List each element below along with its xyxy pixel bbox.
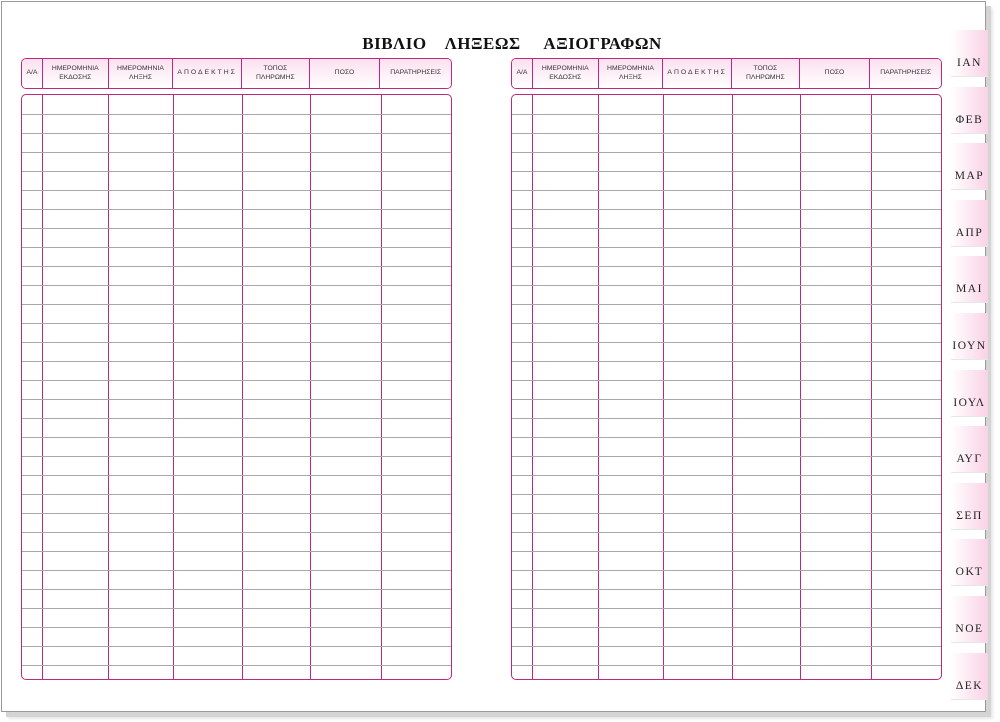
month-tab[interactable]: ΙΟΥΝ <box>951 313 988 360</box>
column-header-due-date: ΗΜΕΡΟΜΗΝΙΑ ΛΗΞΗΣ <box>109 59 174 88</box>
row-rule <box>512 380 941 381</box>
row-rule <box>22 437 451 438</box>
month-tab[interactable]: ΝΟΕ <box>951 596 988 643</box>
row-rule <box>512 247 941 248</box>
column-divider <box>663 95 664 679</box>
row-rule <box>512 323 941 324</box>
row-rule <box>512 190 941 191</box>
row-rule <box>512 285 941 286</box>
row-rule <box>512 228 941 229</box>
row-rule <box>22 418 451 419</box>
row-rule <box>512 266 941 267</box>
row-rule <box>512 475 941 476</box>
month-tab[interactable]: ΑΥΓ <box>951 426 988 473</box>
month-tab[interactable]: ΦΕΒ <box>951 87 988 134</box>
row-rule <box>22 380 451 381</box>
row-rule <box>512 304 941 305</box>
row-rule <box>22 456 451 457</box>
row-rule <box>512 342 941 343</box>
column-header-due-date: ΗΜΕΡΟΜΗΝΙΑ ΛΗΞΗΣ <box>599 59 664 88</box>
row-rule <box>512 551 941 552</box>
column-header-serial: Α/Α <box>512 59 533 88</box>
row-rule <box>22 627 451 628</box>
row-rule <box>512 456 941 457</box>
row-rule <box>22 475 451 476</box>
month-tab[interactable]: ΔΕΚ <box>951 653 988 700</box>
row-rule <box>22 589 451 590</box>
month-tab[interactable]: ΑΠΡ <box>951 200 988 247</box>
row-rule <box>22 399 451 400</box>
table-body-right <box>511 94 942 680</box>
column-header-remarks: ΠΑΡΑΤΗΡΗΣΕΙΣ <box>870 59 941 88</box>
month-tab[interactable]: ΜΑΡ <box>951 143 988 190</box>
row-rule <box>512 152 941 153</box>
row-rule <box>512 114 941 115</box>
row-rule <box>512 589 941 590</box>
month-tab[interactable]: ΜΑΙ <box>951 256 988 303</box>
table-header-right <box>511 58 942 89</box>
row-rule <box>22 323 451 324</box>
month-tab[interactable]: ΙΑΝ <box>951 30 988 77</box>
row-rule <box>512 209 941 210</box>
row-rule <box>512 361 941 362</box>
row-rule <box>22 608 451 609</box>
column-divider <box>598 95 599 679</box>
column-divider <box>871 95 872 679</box>
row-rule <box>512 532 941 533</box>
column-header-issue-date: ΗΜΕΡΟΜΗΝΙΑ ΕΚΔΟΣΗΣ <box>43 59 109 88</box>
column-divider <box>173 95 174 679</box>
row-rule <box>22 551 451 552</box>
column-divider <box>42 95 43 679</box>
row-rule <box>22 152 451 153</box>
month-tab[interactable]: ΟΚΤ <box>951 539 988 586</box>
row-rule <box>22 133 451 134</box>
row-rule <box>512 608 941 609</box>
row-rule <box>512 646 941 647</box>
column-divider <box>310 95 311 679</box>
column-divider <box>800 95 801 679</box>
row-rule <box>512 418 941 419</box>
row-rule <box>22 532 451 533</box>
row-rule <box>22 342 451 343</box>
month-tab[interactable]: ΣΕΠ <box>951 483 988 530</box>
row-rule <box>22 513 451 514</box>
row-rule <box>22 304 451 305</box>
column-header-amount: ΠΟΣΟ <box>800 59 871 88</box>
column-header-remarks: ΠΑΡΑΤΗΡΗΣΕΙΣ <box>380 59 451 88</box>
row-rule <box>22 665 451 666</box>
row-rule <box>22 285 451 286</box>
column-divider <box>381 95 382 679</box>
row-rule <box>512 570 941 571</box>
column-header-place-of-payment: ΤΟΠΟΣ ΠΛΗΡΩΜΗΣ <box>242 59 310 88</box>
row-rule <box>22 190 451 191</box>
row-rule <box>512 437 941 438</box>
column-header-issue-date: ΗΜΕΡΟΜΗΝΙΑ ΕΚΔΟΣΗΣ <box>533 59 599 88</box>
column-divider <box>732 95 733 679</box>
row-rule <box>22 494 451 495</box>
row-rule <box>22 209 451 210</box>
table-body-left <box>21 94 452 680</box>
column-header-serial: Α/Α <box>22 59 43 88</box>
table-header-left <box>21 58 452 89</box>
row-rule <box>22 266 451 267</box>
row-rule <box>22 646 451 647</box>
row-rule <box>512 133 941 134</box>
row-rule <box>512 665 941 666</box>
column-divider <box>242 95 243 679</box>
page-title: ΒΙΒΛΙΟ ΛΗΞΕΩΣ ΑΞΙΟΓΡΑΦΩΝ <box>362 34 662 53</box>
column-divider <box>532 95 533 679</box>
column-divider <box>108 95 109 679</box>
row-rule <box>22 361 451 362</box>
row-rule <box>512 171 941 172</box>
row-rule <box>512 513 941 514</box>
row-rule <box>22 247 451 248</box>
row-rule <box>22 114 451 115</box>
row-rule <box>512 399 941 400</box>
column-header-recipient: ΑΠΟΔΕΚΤΗΣ <box>173 59 242 88</box>
row-rule <box>512 627 941 628</box>
month-tab[interactable]: ΙΟΥΛ <box>951 370 988 417</box>
column-header-recipient: ΑΠΟΔΕΚΤΗΣ <box>663 59 732 88</box>
column-header-amount: ΠΟΣΟ <box>310 59 381 88</box>
row-rule <box>22 570 451 571</box>
row-rule <box>512 494 941 495</box>
column-header-place-of-payment: ΤΟΠΟΣ ΠΛΗΡΩΜΗΣ <box>732 59 800 88</box>
row-rule <box>22 171 451 172</box>
row-rule <box>22 228 451 229</box>
